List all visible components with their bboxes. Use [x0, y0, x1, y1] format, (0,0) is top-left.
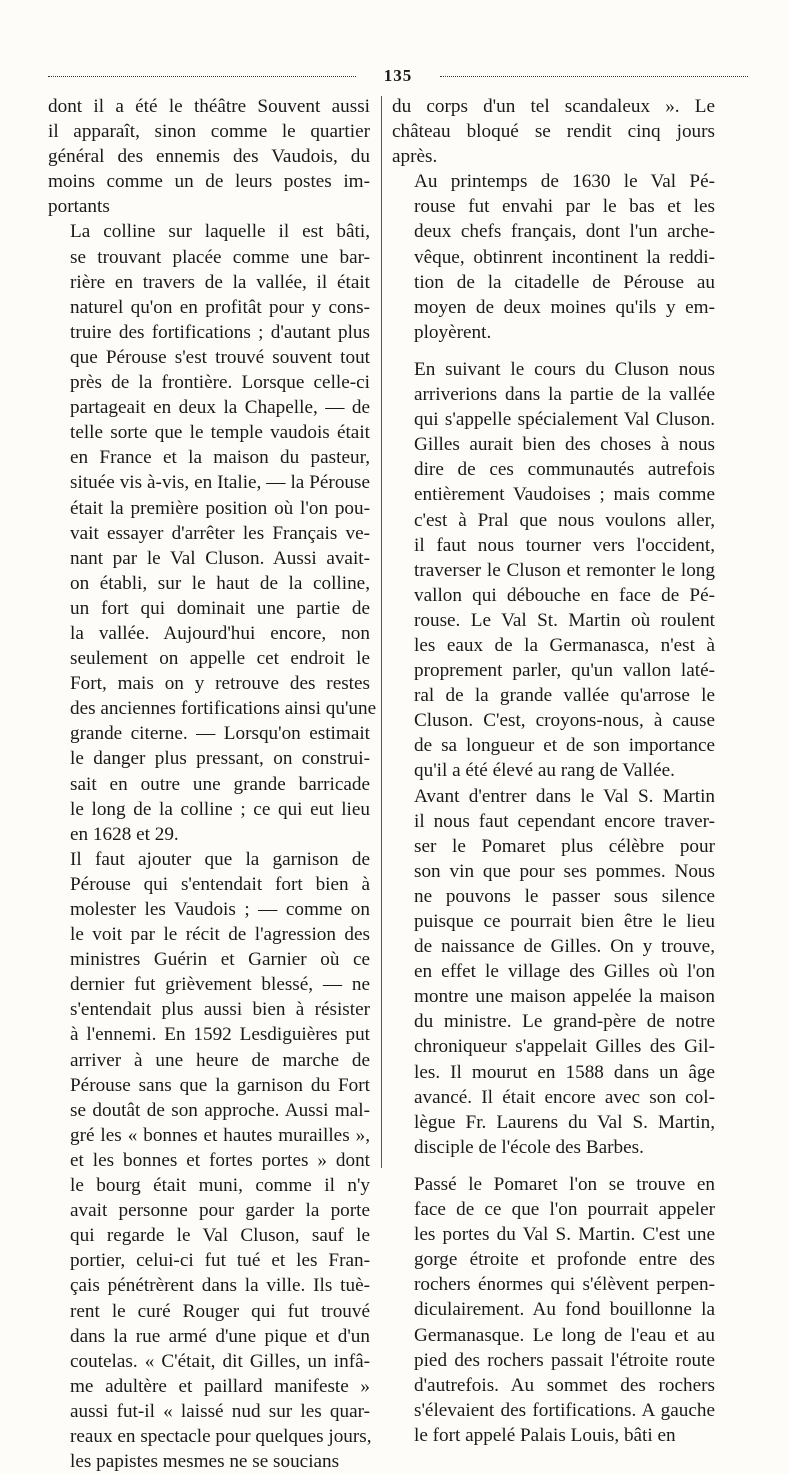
- text-line: le bourg était muni, comme il n'y: [70, 1175, 370, 1197]
- paragraph: [392, 94, 715, 169]
- text-line: Passé le Pomaret l'on se trouve en: [414, 1173, 715, 1195]
- text-line: nant par le Val Cluson. Aussi avait-: [70, 547, 370, 569]
- text-line: la vallée. Aujourd'hui encore, non: [70, 622, 370, 644]
- text-line: il apparaît, sinon comme le quartier: [48, 121, 370, 143]
- text-line: les portes du Val S. Martin. C'est une: [414, 1224, 715, 1246]
- paragraph: [48, 94, 370, 219]
- text-line: traverser le Cluson et remonter le long: [414, 559, 715, 581]
- text-line: disciple de l'école des Barbes.: [414, 1136, 644, 1158]
- text-line: Il faut ajouter que la garnison de: [70, 848, 370, 870]
- text-line: située vis à-vis, en Italie, — la Pérouse: [70, 472, 370, 494]
- text-line: en 1628 et 29.: [70, 823, 179, 845]
- text-line: un fort qui dominait une partie de: [70, 597, 370, 619]
- text-line: rochers énormes qui s'élèvent perpen-: [414, 1274, 715, 1296]
- text-line: du ministre. Le grand-père de notre: [414, 1011, 715, 1033]
- text-line: après.: [392, 146, 438, 168]
- header-rule-left: [48, 76, 356, 77]
- text-line: que Pérouse s'est trouvé souvent tout: [70, 346, 370, 368]
- text-line: moins comme un de leurs postes im-: [48, 171, 370, 193]
- text-line: vêque, obtinrent incontinent la reddi-: [414, 246, 715, 268]
- text-line: montre une maison appelée la maison: [414, 986, 715, 1008]
- text-line: les eaux de la Germanasca, n'est à: [414, 634, 715, 656]
- text-line: grande citerne. — Lorsqu'on estimait: [70, 723, 370, 745]
- text-line: avait personne pour garder la porte: [70, 1200, 370, 1222]
- text-line: rouse fut envahi par le bas et les: [414, 196, 715, 218]
- text-line: arriverions dans la partie de la vallée: [414, 384, 715, 406]
- column-divider: [381, 96, 382, 1168]
- text-line: En suivant le cours du Cluson nous: [414, 358, 715, 380]
- text-line: coutelas. « C'était, dit Gilles, un infâ-: [70, 1350, 370, 1372]
- paragraph: [392, 784, 715, 1160]
- text-line: de naissance de Gilles. On y trouve,: [414, 936, 715, 958]
- text-line: diculairement. Au fond bouillonne la: [414, 1299, 715, 1321]
- text-line: ser le Pomaret plus célèbre pour: [414, 835, 715, 857]
- left-column: [48, 94, 377, 1474]
- header-rule-right: [440, 76, 748, 77]
- text-line: et les bonnes et fortes portes » dont: [70, 1149, 370, 1171]
- text-line: vait essayer d'arrêter les Français ve-: [70, 522, 370, 544]
- text-line: me adultère et paillard manifeste »: [70, 1375, 370, 1397]
- text-line: château bloqué se rendit cinq jours: [392, 121, 715, 143]
- text-line: dernier fut grièvement blessé, — ne: [70, 974, 370, 996]
- text-line: ne pouvons le passer sous silence: [414, 885, 715, 907]
- text-line: le danger plus pressant, on construi-: [70, 748, 370, 770]
- text-line: dont il a été le théâtre Souvent aussi: [48, 96, 370, 117]
- text-line: ral de la grande vallée qu'arrose le: [414, 685, 715, 707]
- text-line: truire des fortifications ; d'autant plus: [70, 321, 370, 343]
- text-line: dire de ces communautés autrefois: [414, 459, 715, 481]
- text-line: Avant d'entrer dans le Val S. Martin: [414, 785, 715, 807]
- text-line: avancé. Il était encore avec son col-: [414, 1086, 715, 1108]
- text-line: tion de la citadelle de Pérouse au: [414, 271, 715, 293]
- page-number: 135: [383, 66, 413, 85]
- text-line: s'entendait plus aussi bien à résister: [70, 999, 370, 1021]
- page-header: [48, 66, 748, 86]
- text-line: qui regarde le Val Cluson, sauf le: [70, 1225, 370, 1247]
- text-line: Pérouse qui s'entendait fort bien à: [70, 873, 370, 895]
- text-line: qui s'appelle spécialement Val Cluson.: [414, 409, 715, 431]
- text-line: il faut nous tourner vers l'occident,: [414, 534, 715, 556]
- text-line: son vin que pour ses pommes. Nous: [414, 860, 715, 882]
- text-line: proprement parler, qu'un vallon laté-: [414, 660, 715, 682]
- text-line: ployèrent.: [414, 321, 492, 343]
- text-line: des anciennes fortifications ainsi qu'une: [70, 698, 377, 720]
- text-line: le long de la colline ; ce qui eut lieu: [70, 798, 370, 820]
- text-line: reaux en spectacle pour quelques jours,: [70, 1425, 372, 1447]
- text-line: en effet le village des Gilles où l'on: [414, 961, 715, 983]
- text-line: gorge étroite et profonde entre des: [414, 1249, 715, 1271]
- text-line: général des ennemis des Vaudois, du: [48, 146, 370, 168]
- text-line: Gilles aurait bien des choses à nous: [414, 434, 715, 456]
- text-line: le voit par le récit de l'agression des: [70, 924, 370, 946]
- text-line: Cluson. C'est, croyons-nous, à cause: [414, 710, 715, 732]
- text-line: moyen de deux moines qu'ils y em-: [414, 296, 715, 318]
- text-line: à l'ennemi. En 1592 Lesdiguières put: [70, 1024, 370, 1046]
- text-line: La colline sur laquelle il est bâti,: [70, 221, 370, 243]
- text-line: qu'il a été élevé au rang de Vallée.: [414, 760, 675, 782]
- text-line: se doutât de son approche. Aussi mal-: [70, 1099, 370, 1121]
- text-line: du corps d'un tel scandaleux ». Le: [392, 96, 715, 117]
- text-line: arriver à une heure de marche de: [70, 1049, 370, 1071]
- text-line: partageait en deux la Chapelle, — de: [70, 397, 370, 419]
- text-line: naturel qu'on en profitât pour y cons-: [70, 296, 370, 318]
- paragraph: [392, 357, 715, 784]
- text-line: Germanasque. Le long de l'eau et au: [414, 1324, 715, 1346]
- text-line: c'est à Pral que nous voulons aller,: [414, 509, 715, 531]
- text-line: deux chefs français, dont l'un arche-: [414, 221, 715, 243]
- paragraph: [48, 847, 370, 1474]
- text-line: molester les Vaudois ; — comme on: [70, 899, 370, 920]
- text-line: sait en outre une grande barricade: [70, 773, 370, 795]
- text-line: çais pénétrèrent dans la ville. Ils tuè-: [70, 1275, 370, 1297]
- text-line: chroniqueur s'appelait Gilles des Gil-: [414, 1036, 715, 1058]
- paragraph: [392, 169, 715, 345]
- text-line: ministres Guérin et Garnier où ce: [70, 949, 370, 971]
- text-line: les. Il mourut en 1588 dans un âge: [414, 1061, 715, 1083]
- text-line: dans la rue armé d'une pique et d'un: [70, 1325, 370, 1347]
- text-line: se trouvant placée comme une bar-: [70, 246, 370, 268]
- text-line: pied des rochers passait l'étroite route: [414, 1349, 715, 1371]
- text-line: telle sorte que le temple vaudois était: [70, 422, 370, 444]
- text-line: vallon qui débouche en face de Pé-: [414, 584, 715, 606]
- text-line: de sa longueur et de son importance: [414, 735, 715, 757]
- text-line: le fort appelé Palais Louis, bâti en: [414, 1424, 676, 1446]
- text-line: Pérouse sans que la garnison du Fort: [70, 1074, 370, 1096]
- text-line: il nous faut cependant encore traver-: [414, 810, 715, 832]
- text-line: les papistes mesmes ne se soucians: [70, 1451, 340, 1473]
- text-line: gré les « bonnes et hautes murailles »,: [70, 1124, 370, 1146]
- text-line: Au printemps de 1630 le Val Pé-: [414, 171, 715, 193]
- text-line: près de la frontière. Lorsque celle-ci: [70, 372, 370, 394]
- text-line: puisque ce pourrait bien être le lieu: [414, 911, 715, 932]
- text-line: portier, celui-ci fut tué et les Fran-: [70, 1250, 370, 1272]
- paragraph: [392, 1172, 715, 1448]
- text-line: aussi fut-il « laissé nud sur les quar-: [70, 1400, 370, 1422]
- paragraph: [48, 219, 377, 846]
- text-line: rent le curé Rouger qui fut trouvé: [70, 1300, 370, 1322]
- text-line: Fort, mais on y retrouve des restes: [70, 673, 370, 695]
- right-column: [392, 94, 715, 1448]
- text-line: d'autrefois. Au sommet des rochers: [414, 1374, 715, 1396]
- text-line: était la première position où l'on pou-: [70, 497, 370, 519]
- text-line: s'élevaient des fortifications. A gauche: [414, 1399, 715, 1421]
- text-line: face de ce que l'on pourrait appeler: [414, 1199, 715, 1221]
- text-line: rière en travers de la vallée, il était: [70, 271, 370, 293]
- text-line: lègue Fr. Laurens du Val S. Martin,: [414, 1111, 715, 1133]
- text-line: on établi, sur le haut de la colline,: [70, 572, 370, 594]
- text-line: portants: [48, 196, 110, 218]
- text-line: en France et la maison du pasteur,: [70, 447, 370, 469]
- text-line: seulement on appelle cet endroit le: [70, 648, 370, 670]
- text-line: entièrement Vaudoises ; mais comme: [414, 484, 715, 506]
- text-line: rouse. Le Val St. Martin où roulent: [414, 609, 715, 631]
